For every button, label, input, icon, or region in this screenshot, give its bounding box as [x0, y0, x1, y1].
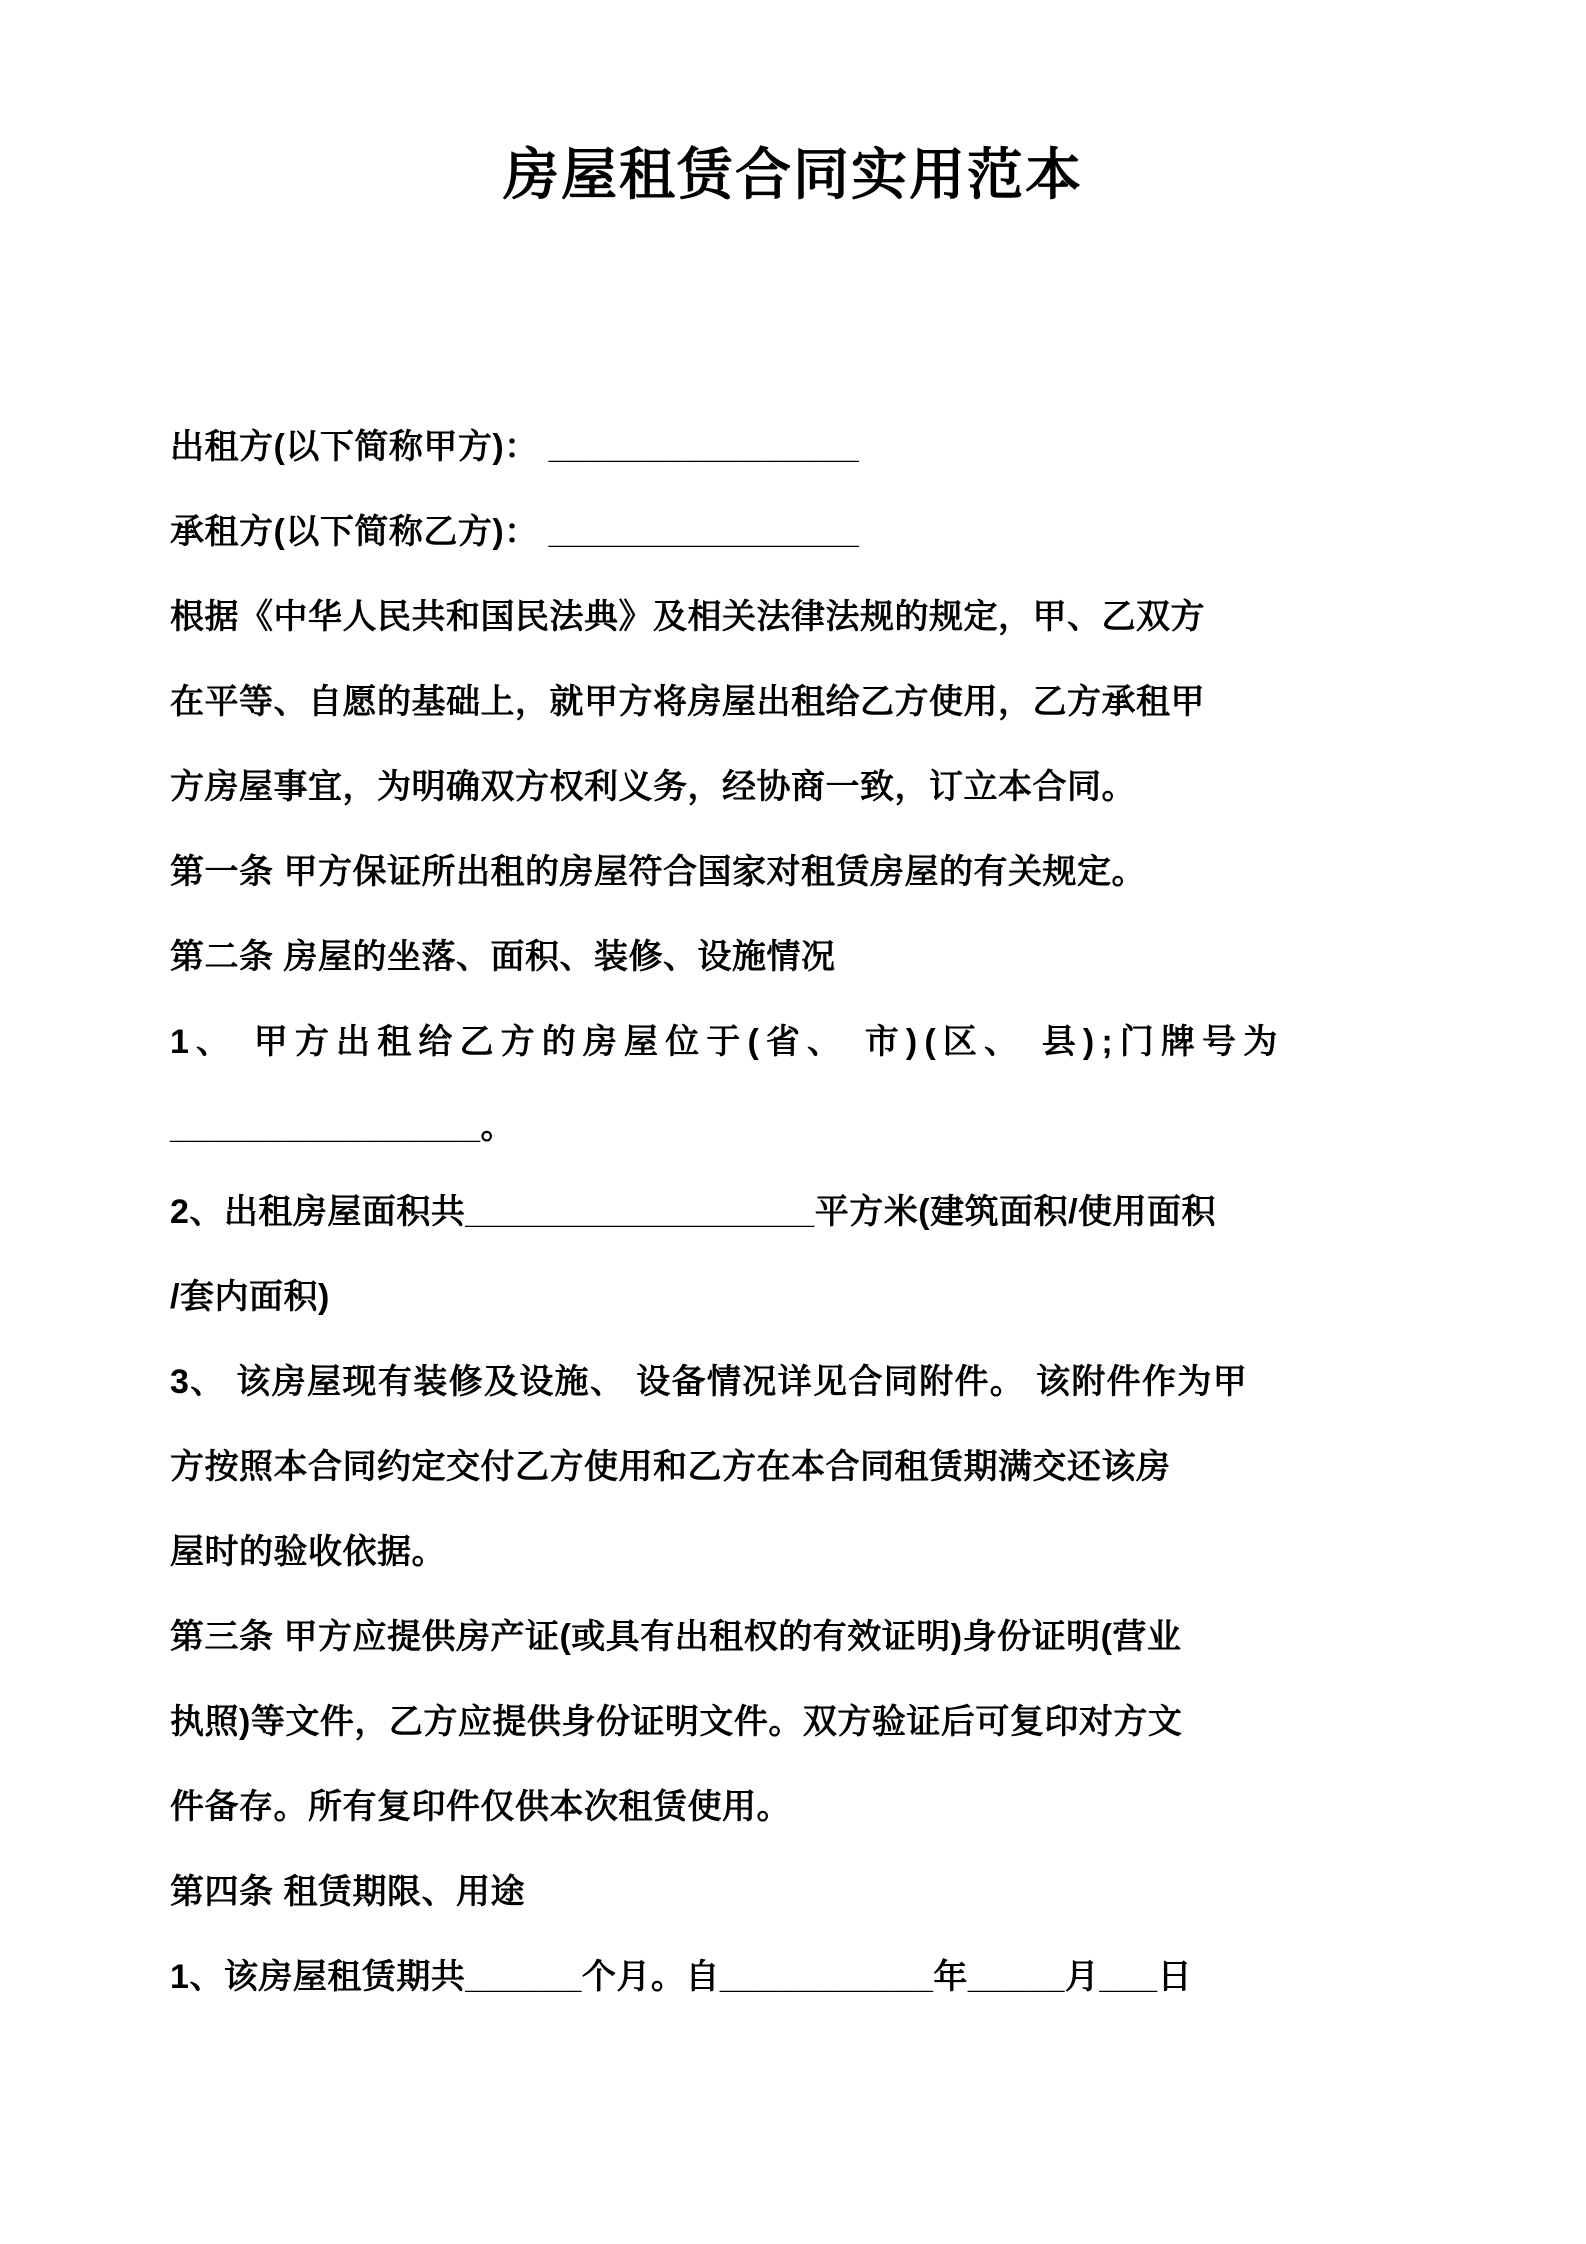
clause-2-item-3-line-2: 方按照本合同约定交付乙方使用和乙方在本合同租赁期满交还该房	[170, 1448, 1171, 1486]
document-body	[170, 405, 1456, 2020]
clause-3-line-1: 第三条 甲方应提供房产证(或具有出租权的有效证明)身份证明(营业	[170, 1618, 1182, 1656]
clause-2-item-1-line-1: 1、 甲方出租给乙方的房屋位于(省、 市)(区、 县);门牌号为	[170, 1023, 1285, 1061]
clause-1-line: 第一条 甲方保证所出租的房屋符合国家对租赁房屋的有关规定。	[170, 853, 1146, 891]
preamble-line-2: 在平等、自愿的基础上，就甲方将房屋出租给乙方使用，乙方承租甲	[170, 683, 1205, 721]
clause-2-heading-line: 第二条 房屋的坐落、面积、装修、设施情况	[170, 938, 836, 976]
clause-2-item-2-line-1: 2、出租房屋面积共__________________平方米(建筑面积/使用面积	[170, 1193, 1217, 1231]
clause-4-item-1-line: 1、该房屋租赁期共______个月。自___________年_____月___日	[170, 1958, 1193, 1996]
clause-3-line-2: 执照)等文件，乙方应提供身份证明文件。双方验证后可复印对方文	[170, 1703, 1183, 1741]
document-title: 房屋租赁合同实用范本	[503, 143, 1083, 206]
clause-2-item-3-line-1: 3、 该房屋现有装修及设施、 设备情况详见合同附件。 该附件作为甲	[170, 1363, 1249, 1401]
clause-3-line-3: 件备存。所有复印件仅供本次租赁使用。	[170, 1788, 791, 1826]
preamble-line-1: 根据《中华人民共和国民法典》及相关法律法规的规定，甲、乙双方	[170, 598, 1205, 636]
clause-2-item-1-line-2: ________________。	[170, 1108, 516, 1146]
party-b-line: 承租方(以下简称乙方)： ________________	[170, 513, 860, 551]
clause-4-heading-line: 第四条 租赁期限、用途	[170, 1873, 525, 1911]
party-a-line: 出租方(以下简称甲方)： ________________	[170, 428, 860, 466]
clause-2-item-2-line-2: /套内面积)	[170, 1278, 330, 1316]
clause-2-item-3-line-3: 屋时的验收依据。	[170, 1533, 446, 1571]
preamble-line-3: 方房屋事宜，为明确双方权利义务，经协商一致，订立本合同。	[170, 768, 1136, 806]
